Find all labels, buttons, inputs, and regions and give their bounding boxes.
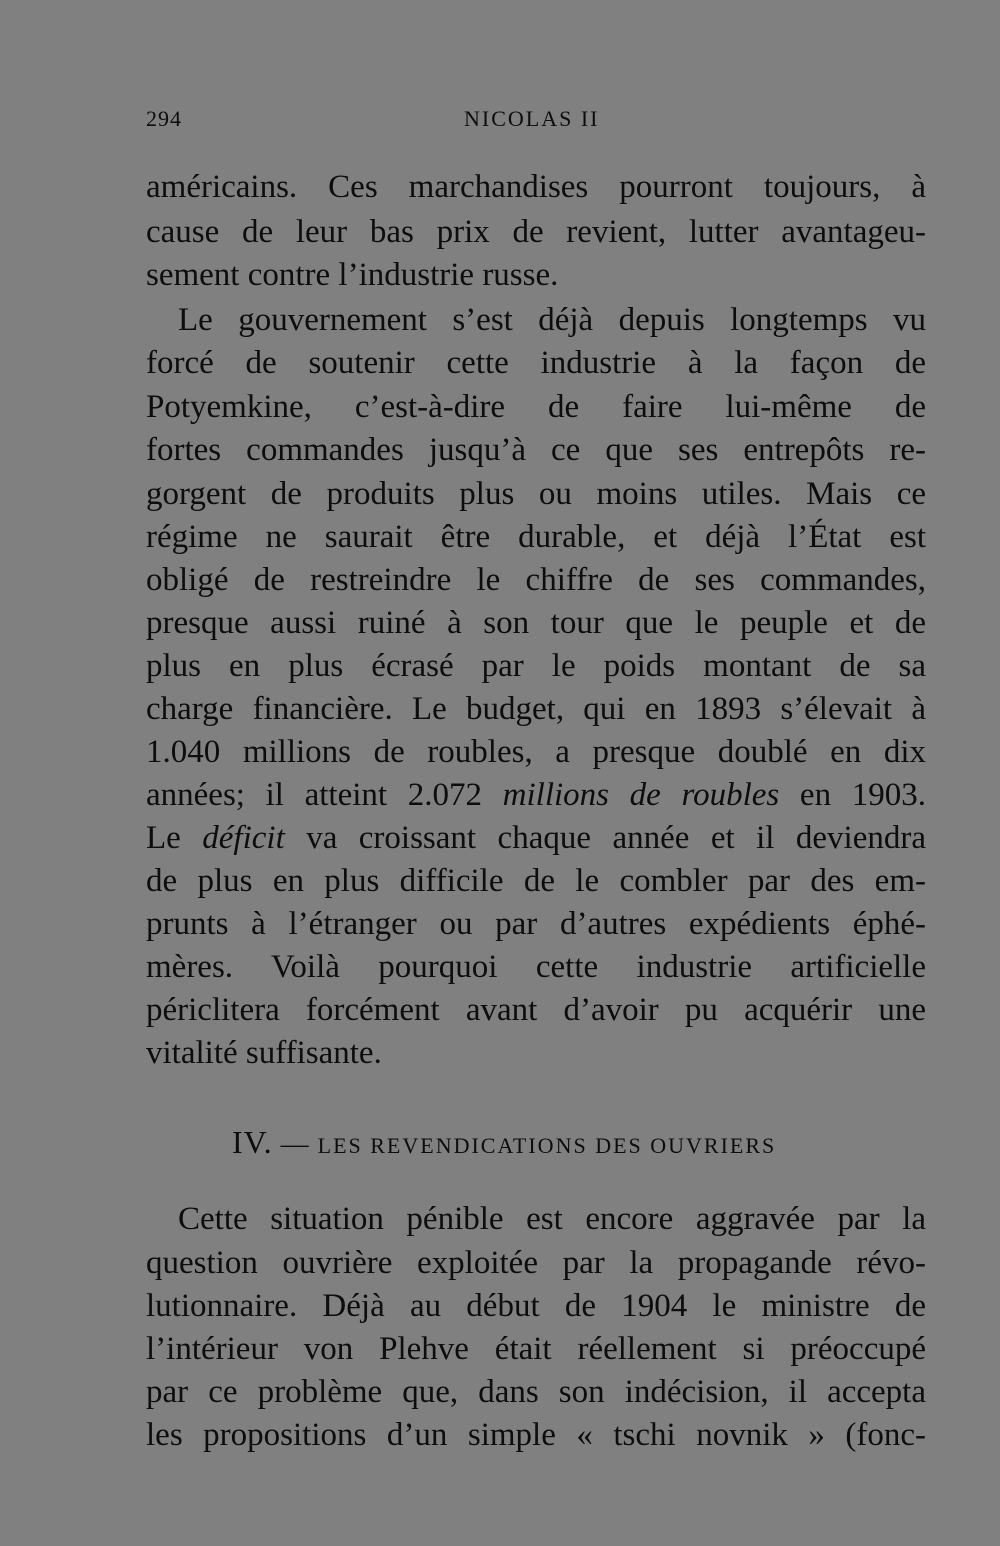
section-heading bbox=[232, 1122, 852, 1162]
italic-phrase: millions de roubles bbox=[502, 777, 780, 813]
text-line: les propositions d’un simple « tschi novnik » (fonc- bbox=[146, 1417, 926, 1453]
text-line: forcé de soutenir cette industrie à la façon de bbox=[146, 345, 926, 381]
running-title: NICOLAS II bbox=[464, 106, 600, 131]
text-line: charge financière. Le budget, qui en 1893 s’élevait à bbox=[146, 691, 926, 727]
text-run: va croissant chaque année et il deviendra bbox=[284, 820, 926, 856]
text-run: Le bbox=[146, 820, 203, 856]
text-line: fortes commandes jusqu’à ce que ses entrepôts re- bbox=[146, 432, 926, 468]
text-line: gorgent de produits plus ou moins utiles. Mais ce bbox=[146, 476, 926, 512]
text-line: question ouvrière exploitée par la propagande révo- bbox=[146, 1245, 926, 1281]
section-dash: — bbox=[280, 1129, 310, 1160]
text-line-with-italic bbox=[146, 773, 926, 817]
text-line: Cette situation pénible est encore aggravée par la bbox=[178, 1201, 926, 1237]
text-line: de plus en plus difficile de le combler par des em- bbox=[146, 863, 926, 899]
text-line: vitalité suffisante. bbox=[146, 1035, 382, 1071]
text-line: prunts à l’étranger ou par d’autres expédients éphé- bbox=[146, 906, 926, 942]
section-title: LES REVENDICATIONS DES OUVRIERS bbox=[317, 1133, 777, 1158]
text-line: Le gouvernement s’est déjà depuis longtemps vu bbox=[178, 302, 926, 338]
text-line: mères. Voilà pourquoi cette industrie artificielle bbox=[146, 949, 926, 985]
text-run: années; il atteint 2.072 bbox=[146, 777, 503, 813]
text-line: sement contre l’industrie russe. bbox=[146, 257, 559, 293]
text-line: par ce problème que, dans son indécision, il accepta bbox=[146, 1374, 926, 1410]
text-line: obligé de restreindre le chiffre de ses commandes, bbox=[146, 562, 926, 598]
italic-word: déficit bbox=[202, 820, 285, 856]
text-run: en 1903. bbox=[779, 777, 926, 813]
page-number: 294 bbox=[146, 106, 182, 131]
page-header bbox=[146, 106, 926, 136]
text-line: presque aussi ruiné à son tour que le peuple et de bbox=[146, 605, 926, 641]
text-line: Potyemkine, c’est-à-dire de faire lui-même de bbox=[146, 389, 926, 425]
text-line: lutionnaire. Déjà au début de 1904 le ministre de bbox=[146, 1288, 926, 1324]
text-line: 1.040 millions de roubles, a presque doublé en dix bbox=[146, 734, 926, 770]
section-number: IV. bbox=[232, 1124, 273, 1160]
text-line: plus en plus écrasé par le poids montant de sa bbox=[146, 648, 926, 684]
text-line: l’intérieur von Plehve était réellement si préoccupé bbox=[146, 1331, 926, 1367]
text-line: régime ne saurait être durable, et déjà l’État est bbox=[146, 519, 926, 555]
text-line: périclitera forcément avant d’avoir pu acquérir une bbox=[146, 992, 926, 1028]
text-line-with-italic bbox=[146, 816, 926, 860]
text-line: cause de leur bas prix de revient, lutter avantageu- bbox=[146, 214, 926, 250]
text-line: américains. Ces marchandises pourront toujours, à bbox=[146, 169, 926, 205]
